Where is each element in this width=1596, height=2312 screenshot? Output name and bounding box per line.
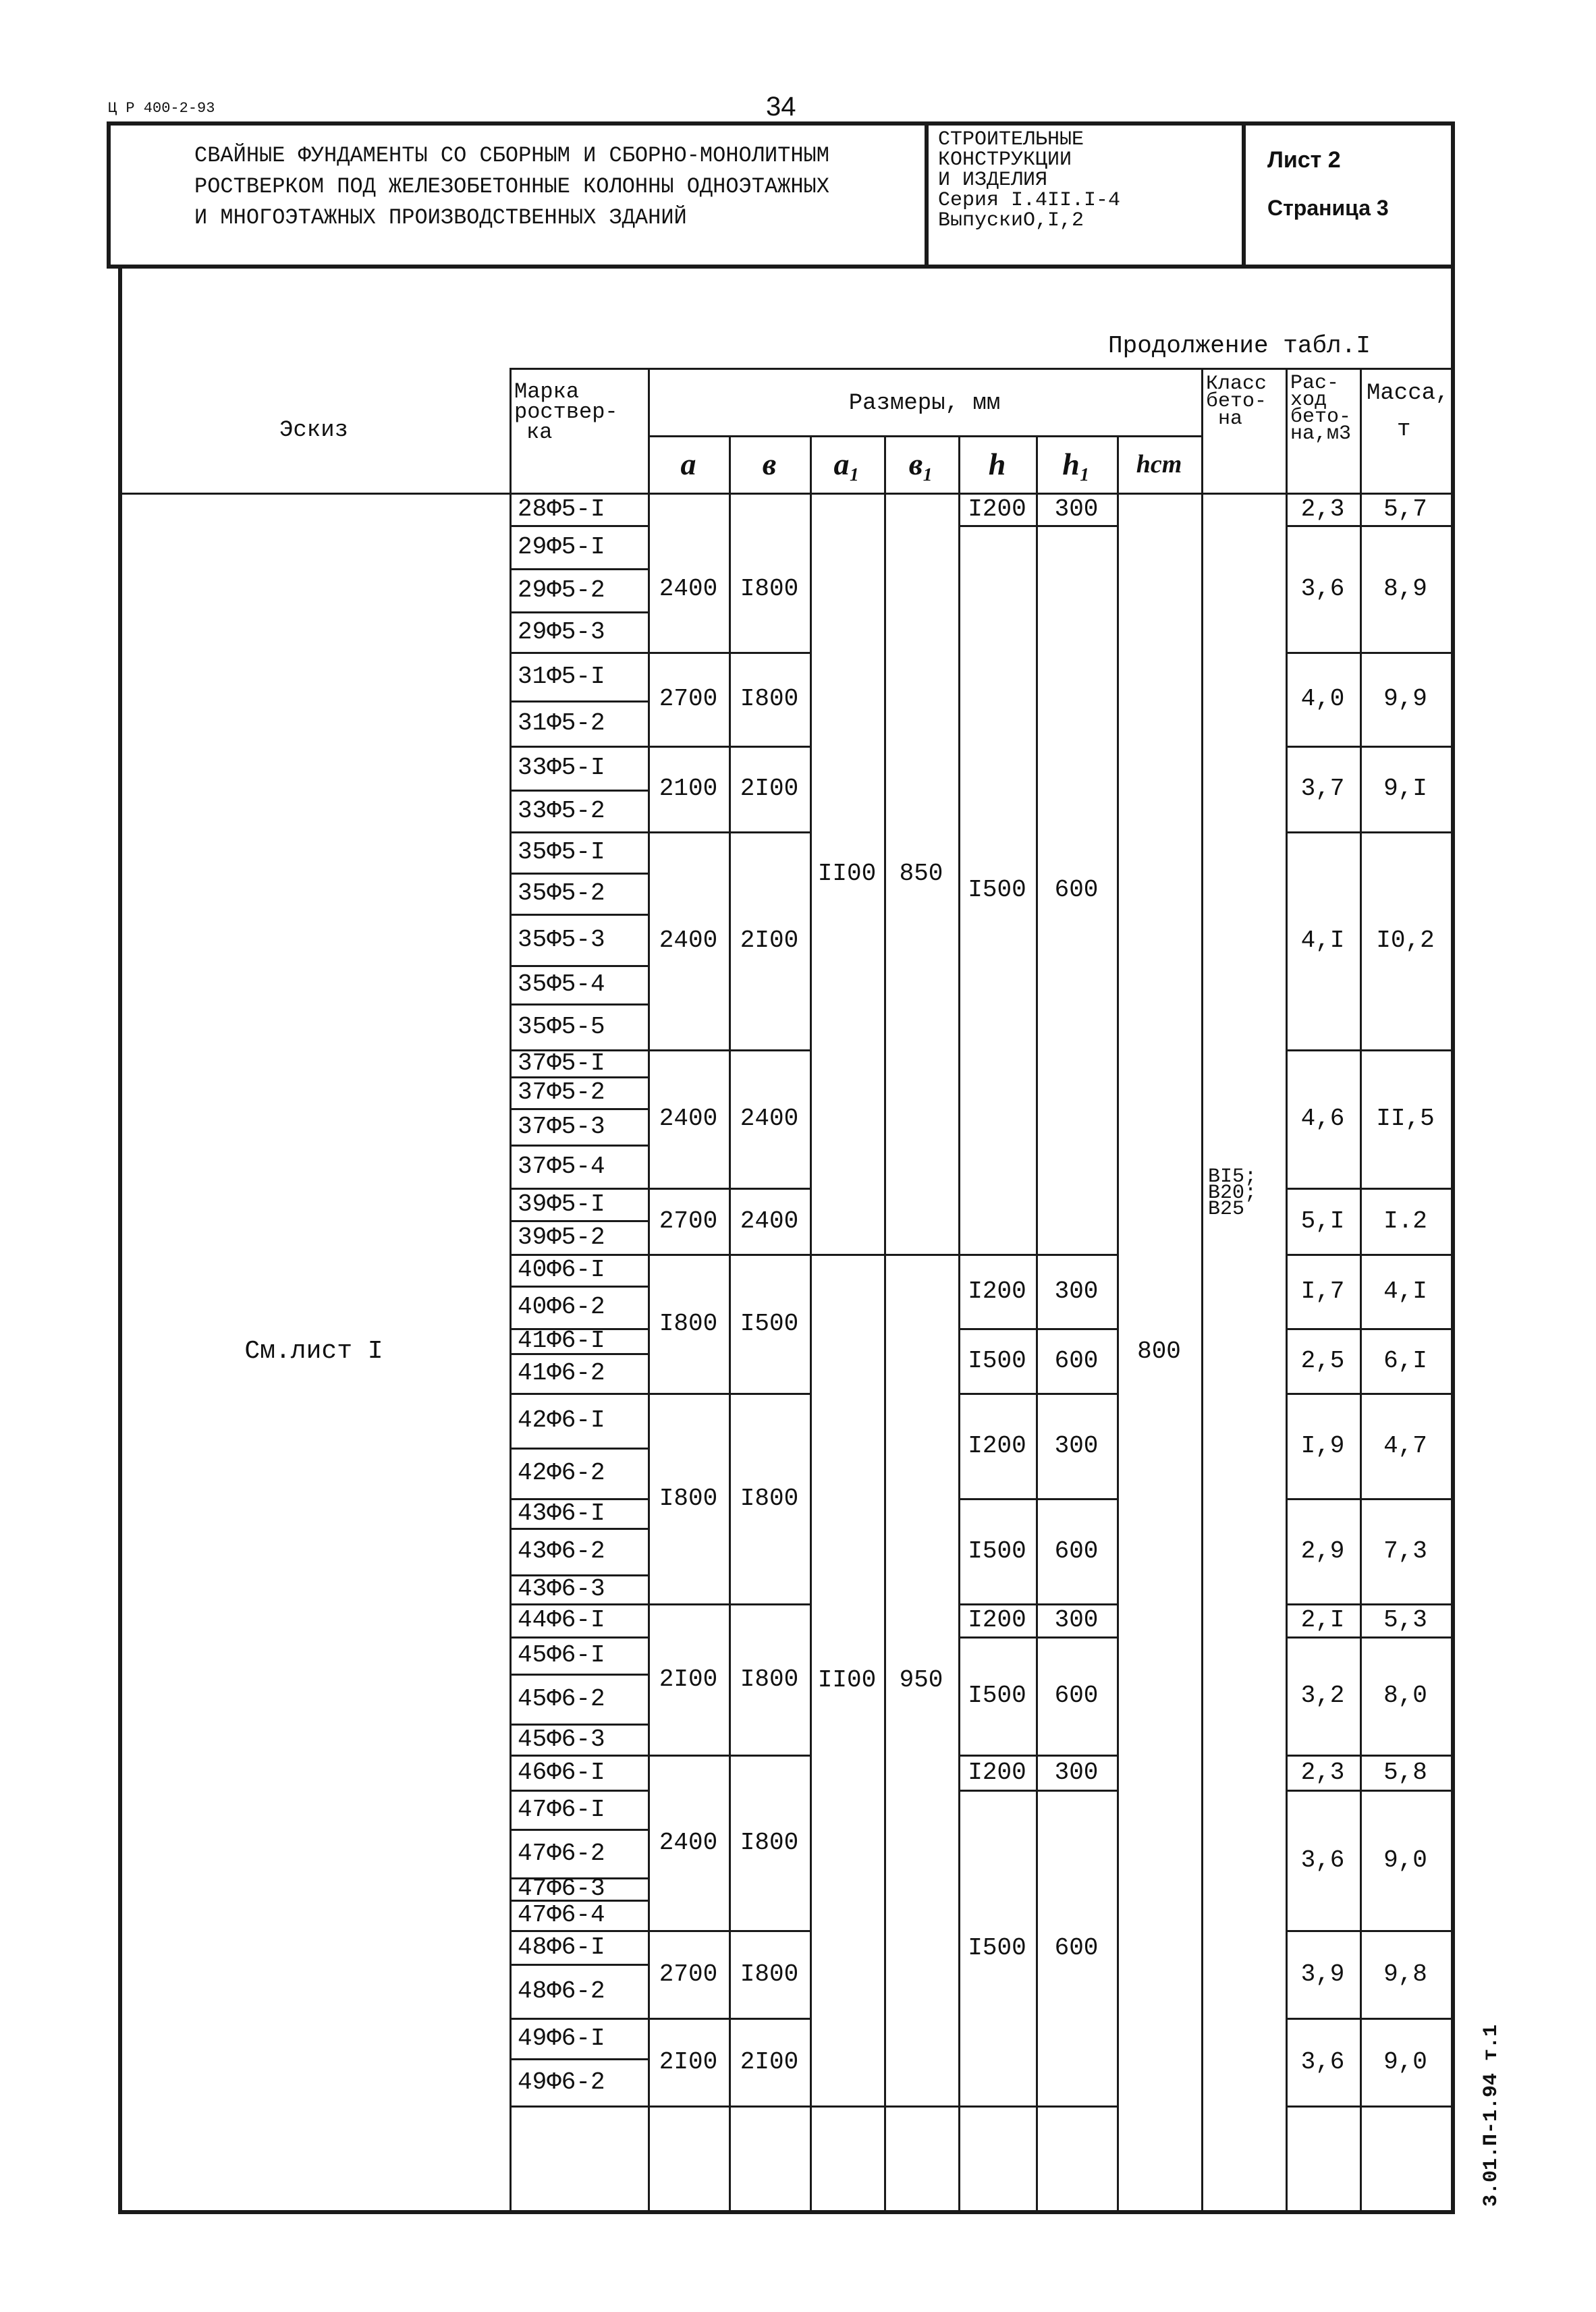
- mass-cell-value: 8,0: [1383, 1682, 1427, 1709]
- sketch-header: Эскиз: [279, 417, 349, 443]
- series-line-2: КОНСТРУКЦИИ: [938, 148, 1072, 171]
- consumption-cell-value: 5,I: [1300, 1207, 1345, 1235]
- h1-cell-value: 600: [1054, 1682, 1099, 1709]
- table-row: 33Ф5-I: [518, 754, 605, 781]
- mass-cell-line: [1360, 2105, 1451, 2108]
- a-cell-value: 2700: [659, 685, 718, 713]
- table-row: 29Ф5-2: [518, 576, 605, 604]
- a1-cell-value: II00: [817, 859, 877, 887]
- frame-title-bottom: [107, 265, 1455, 269]
- table-row: 41Ф6-I: [518, 1327, 605, 1354]
- col-line-mark: [510, 368, 512, 2210]
- table-row: 39Ф5-I: [518, 1190, 605, 1218]
- title-divider-1: [925, 121, 929, 265]
- h1-cell-value: 600: [1054, 1537, 1099, 1565]
- b1-cell-value: 850: [899, 859, 943, 887]
- h-cell-value: I200: [968, 1606, 1026, 1634]
- a-cell-value: 2400: [659, 1828, 718, 1856]
- b-cell-value: I500: [740, 1309, 799, 1338]
- mass-cell-value: 5,7: [1383, 495, 1427, 523]
- mark-header: [514, 379, 618, 445]
- consumption-cell-value: 3,6: [1300, 574, 1345, 603]
- h-cell-value: I200: [968, 1758, 1026, 1786]
- table-row: 48Ф6-I: [518, 1933, 605, 1961]
- table-row: 47Ф6-4: [518, 1901, 605, 1929]
- concrete-class-header: [1206, 373, 1267, 431]
- mass-cell-value: 9,0: [1383, 1846, 1427, 1874]
- table-row: 37Ф5-2: [518, 1078, 605, 1106]
- table-row: 28Ф5-I: [518, 495, 605, 523]
- table-row: 45Ф6-2: [518, 1684, 605, 1713]
- consumption-cell-line: [1286, 2105, 1360, 2108]
- mass-cell-value: 9,8: [1383, 1960, 1427, 1988]
- h-cell-value: I500: [968, 1537, 1026, 1565]
- b-cell-value: 2I00: [740, 775, 799, 802]
- consumption-header-1: Рас-: [1290, 372, 1340, 395]
- b-cell-value: 2I00: [740, 2047, 799, 2076]
- concrete-class-header-3: на: [1218, 408, 1243, 431]
- consumption-cell-value: I,7: [1300, 1277, 1345, 1305]
- frame-right: [1451, 121, 1455, 2214]
- table-row: 45Ф6-I: [518, 1641, 605, 1669]
- mass-cell-value: 4,7: [1383, 1431, 1427, 1460]
- consumption-cell-value: 2,3: [1300, 495, 1345, 523]
- series-line-3: И ИЗДЕЛИЯ: [938, 169, 1048, 192]
- concrete-class-header-2: бето-: [1206, 390, 1267, 413]
- h-cell-value: I200: [968, 1277, 1026, 1305]
- consumption-cell-value: I,9: [1300, 1431, 1345, 1460]
- b-cell-value: I800: [740, 1484, 799, 1512]
- table-row: 40Ф6-I: [518, 1256, 605, 1284]
- a1-cell-value: II00: [817, 1666, 877, 1694]
- mass-cell-value: 4,I: [1383, 1277, 1427, 1305]
- header-top-line: [510, 368, 1451, 370]
- h1-cell-value: 300: [1054, 1277, 1099, 1305]
- a1-header: a₁: [833, 447, 860, 481]
- table-row: 33Ф5-2: [518, 796, 605, 825]
- page-label: Страница 3: [1267, 196, 1389, 220]
- table-row: 35Ф5-I: [518, 838, 605, 866]
- mass-cell-value: I.2: [1383, 1207, 1427, 1235]
- b-header: в: [762, 447, 777, 481]
- h-cell-value: I200: [968, 495, 1026, 523]
- mass-cell-value: 9,I: [1383, 775, 1427, 802]
- h-cell-line: [958, 2105, 1036, 2108]
- continuation-label: Продолжение табл.I: [1108, 332, 1371, 360]
- h-cell-value: I200: [968, 1431, 1026, 1460]
- h-header: h: [988, 447, 1006, 481]
- table-row: 37Ф5-4: [518, 1152, 605, 1180]
- title-line-3: И МНОГОЭТАЖНЫХ ПРОИЗВОДСТВЕННЫХ ЗДАНИЙ: [194, 205, 687, 230]
- b-cell-value: I800: [740, 1665, 799, 1693]
- table-row: 43Ф6-I: [518, 1499, 605, 1527]
- table-row: 47Ф6-I: [518, 1795, 605, 1823]
- frame-left: [107, 121, 111, 269]
- table-row: 44Ф6-I: [518, 1606, 605, 1634]
- mass-cell-value: I0,2: [1376, 927, 1435, 954]
- h1-cell-value: 300: [1054, 495, 1099, 523]
- h1-cell-value: 600: [1054, 1933, 1099, 1962]
- dims-header: Размеры, мм: [848, 390, 1001, 416]
- a-cell-value: I800: [659, 1309, 718, 1338]
- mass-cell-value: 6,I: [1383, 1346, 1427, 1375]
- table-row: 42Ф6-2: [518, 1459, 605, 1487]
- consumption-cell-value: 3,7: [1300, 775, 1345, 802]
- mass-header: [1367, 375, 1449, 448]
- table-row: 35Ф5-2: [518, 879, 605, 907]
- consumption-cell-value: 4,I: [1300, 927, 1345, 954]
- consumption-cell-value: 2,9: [1300, 1537, 1345, 1565]
- consumption-cell-value: 3,6: [1300, 2047, 1345, 2076]
- consumption-header-2: ход: [1290, 389, 1327, 412]
- title-block: [194, 145, 829, 229]
- a-cell-value: 2400: [659, 1105, 718, 1132]
- mass-cell-value: 7,3: [1383, 1537, 1427, 1565]
- table-row: 45Ф6-3: [518, 1725, 605, 1753]
- mark-row-line: [510, 2105, 648, 2108]
- concrete-class-header-1: Класс: [1206, 373, 1267, 395]
- mass-cell-value: 9,9: [1383, 685, 1427, 713]
- table-row: 35Ф5-3: [518, 925, 605, 954]
- series-line-4: Серия I.4II.I-4: [938, 189, 1121, 212]
- h-cell-value: I500: [968, 1933, 1026, 1962]
- table-row: 37Ф5-I: [518, 1049, 605, 1077]
- doc-code: Ц Р 400-2-93: [108, 100, 215, 117]
- consumption-cell-value: 3,2: [1300, 1682, 1345, 1709]
- b-cell-value: 2400: [740, 1105, 799, 1132]
- b1-cell-value: 950: [899, 1666, 943, 1694]
- mark-header-1: Марка: [514, 379, 580, 404]
- h1-header: h₁: [1062, 447, 1091, 481]
- table-row: 47Ф6-2: [518, 1839, 605, 1867]
- h1-cell-value: 300: [1054, 1431, 1099, 1460]
- consumption-header-4: на,м3: [1290, 422, 1352, 445]
- h1-cell-value: 600: [1054, 1346, 1099, 1375]
- mass-cell-value: 9,0: [1383, 2047, 1427, 2076]
- concrete-class-item: B20;: [1208, 1182, 1257, 1205]
- sheet-label: Лист 2: [1267, 147, 1341, 173]
- consumption-cell-value: 2,3: [1300, 1758, 1345, 1786]
- title-line-2: РОСТВЕРКОМ ПОД ЖЕЛЕЗОБЕТОННЫЕ КОЛОННЫ ОДНОЭТАЖНЫХ: [194, 174, 829, 199]
- concrete-class-item: BI5;: [1208, 1165, 1257, 1188]
- a-cell-value: 2100: [659, 775, 718, 802]
- b-cell-value: I800: [740, 1828, 799, 1856]
- h-cell-value: I500: [968, 1682, 1026, 1709]
- h-cell-value: I500: [968, 875, 1026, 904]
- table-row: 49Ф6-I: [518, 2024, 605, 2052]
- h1-cell-value: 300: [1054, 1758, 1099, 1786]
- consumption-cell-value: 2,I: [1300, 1606, 1345, 1634]
- a-cell-line: [648, 2105, 729, 2108]
- a-cell-value: 2400: [659, 927, 718, 954]
- a-cell-value: 2700: [659, 1960, 718, 1988]
- a-cell-value: 2400: [659, 574, 718, 603]
- hst-value: 800: [1137, 1338, 1181, 1365]
- consumption-cell-value: 4,6: [1300, 1105, 1345, 1132]
- table-row: 37Ф5-3: [518, 1112, 605, 1140]
- b1-cell-line: [884, 2105, 958, 2108]
- col-line-cl: [1201, 368, 1203, 2210]
- a-cell-value: 2700: [659, 1207, 718, 1235]
- a-cell-value: 2I00: [659, 1665, 718, 1693]
- a1-cell-line: [810, 2105, 884, 2108]
- table-row: 46Ф6-I: [518, 1758, 605, 1786]
- table-row: 42Ф6-I: [518, 1406, 605, 1434]
- consumption-cell-value: 4,0: [1300, 685, 1345, 713]
- table-row: 31Ф5-I: [518, 662, 605, 690]
- table-row: 43Ф6-3: [518, 1575, 605, 1603]
- table-row: 29Ф5-I: [518, 532, 605, 561]
- h1-cell-line: [1036, 2105, 1117, 2108]
- b-cell-line: [729, 2105, 810, 2108]
- concrete-class-value: [1208, 1165, 1257, 1221]
- consumption-header-3: бето-: [1290, 406, 1352, 429]
- sketch-reference: См.лист I: [244, 1337, 383, 1366]
- b-cell-value: I800: [740, 574, 799, 603]
- table-row: 35Ф5-5: [518, 1012, 605, 1041]
- b-cell-value: 2400: [740, 1207, 799, 1235]
- frame-bottom: [118, 2210, 1454, 2214]
- table-row: 35Ф5-4: [518, 970, 605, 998]
- mark-header-3: ка: [526, 420, 553, 445]
- series-line-1: СТРОИТЕЛЬНЫЕ: [938, 128, 1084, 151]
- hst-header: hст: [1136, 449, 1182, 478]
- concrete-class-item: B25: [1208, 1198, 1245, 1221]
- page-number: 34: [766, 92, 796, 121]
- side-code: 3.01.П-1.94 т.1: [1480, 2024, 1503, 2207]
- consumption-cell-value: 3,6: [1300, 1846, 1345, 1874]
- mass-cell-value: 8,9: [1383, 574, 1427, 603]
- a-header: a: [680, 447, 696, 481]
- series-block: [938, 130, 1120, 231]
- table-row: 29Ф5-3: [518, 617, 605, 646]
- h1-cell-value: 300: [1054, 1606, 1099, 1634]
- b-cell-value: 2I00: [740, 927, 799, 954]
- table-row: 48Ф6-2: [518, 1977, 605, 2005]
- table-row: 31Ф5-2: [518, 709, 605, 737]
- mass-cell-value: 5,3: [1383, 1606, 1427, 1634]
- b-cell-value: I800: [740, 1960, 799, 1988]
- h1-cell-value: 600: [1054, 875, 1099, 904]
- table-row: 43Ф6-2: [518, 1537, 605, 1565]
- consumption-cell-value: 2,5: [1300, 1346, 1345, 1375]
- mass-cell-value: II,5: [1376, 1105, 1435, 1132]
- consumption-cell-value: 3,9: [1300, 1960, 1345, 1988]
- b1-header: в₁: [908, 447, 934, 481]
- a-cell-value: 2I00: [659, 2047, 718, 2076]
- table-row: 47Ф6-3: [518, 1875, 605, 1902]
- series-line-5: ВыпускиО,I,2: [938, 209, 1084, 232]
- frame-top: [107, 121, 1455, 126]
- b-cell-value: I800: [740, 685, 799, 713]
- mass-cell-value: 5,8: [1383, 1758, 1427, 1786]
- mark-header-2: роствер-: [514, 400, 618, 424]
- mass-header-1: Масса,: [1367, 381, 1450, 406]
- a-cell-value: I800: [659, 1484, 718, 1512]
- mass-header-2: т: [1397, 417, 1411, 443]
- consumption-header: [1290, 372, 1352, 445]
- table-row: 40Ф6-2: [518, 1293, 605, 1321]
- h-cell-value: I500: [968, 1346, 1026, 1375]
- title-line-1: СВАЙНЫЕ ФУНДАМЕНТЫ СО СБОРНЫМ И СБОРНО-МОНОЛИТНЫМ: [194, 143, 829, 168]
- table-row: 41Ф6-2: [518, 1359, 605, 1387]
- title-divider-2: [1242, 121, 1246, 265]
- table-row: 39Ф5-2: [518, 1223, 605, 1251]
- table-row: 49Ф6-2: [518, 2068, 605, 2096]
